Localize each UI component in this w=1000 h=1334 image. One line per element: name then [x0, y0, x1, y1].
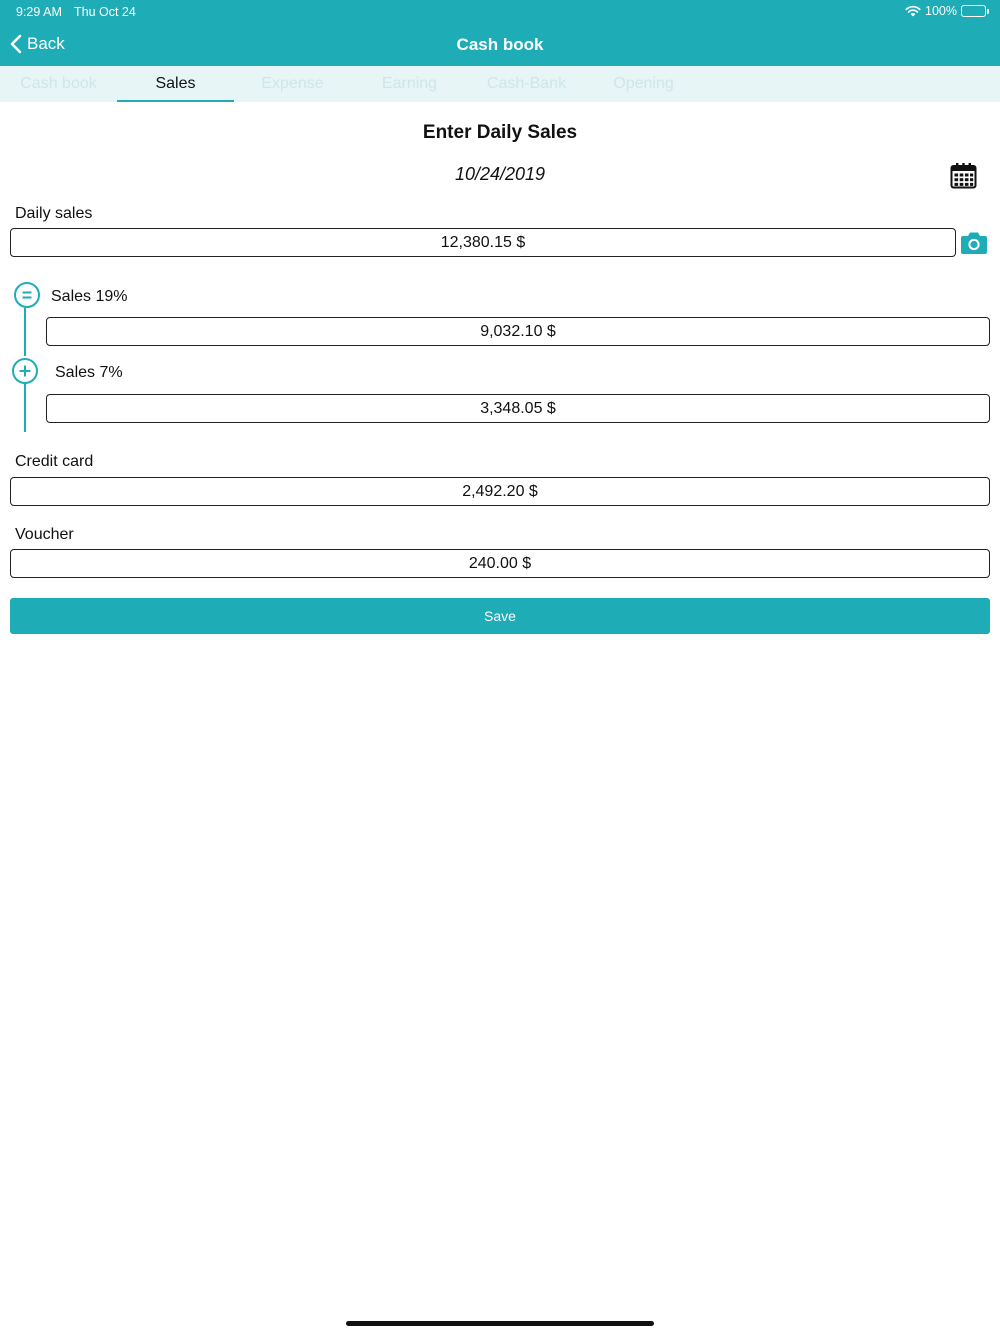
wifi-icon: [905, 5, 921, 17]
tab-opening[interactable]: Opening: [613, 75, 674, 92]
daily-sales-label: Daily sales: [15, 205, 93, 222]
tab-sales[interactable]: Sales: [117, 66, 234, 102]
battery-icon: [961, 5, 986, 17]
tab-earning[interactable]: Earning: [381, 75, 438, 92]
daily-sales-input[interactable]: 12,380.15 $: [10, 228, 956, 257]
tab-bar: [0, 66, 1000, 102]
battery-percent: 100%: [925, 4, 957, 18]
nav-title: Cash book: [456, 35, 544, 54]
voucher-label: Voucher: [15, 526, 74, 543]
tab-expense[interactable]: Expense: [261, 75, 324, 92]
nav-bar: [0, 24, 1000, 66]
voucher-input[interactable]: 240.00 $: [10, 549, 990, 578]
connector-line-bottom: [24, 384, 26, 432]
status-date: Thu Oct 24: [74, 5, 136, 19]
back-label: Back: [27, 34, 65, 53]
status-right: [905, 4, 986, 18]
back-button[interactable]: [10, 34, 65, 54]
date-field[interactable]: 10/24/2019: [454, 164, 546, 184]
sales-19-label: Sales 19%: [51, 288, 128, 305]
status-bar: [0, 0, 1000, 24]
tab-cash-bank[interactable]: Cash-Bank: [486, 75, 567, 92]
save-button[interactable]: Save: [10, 598, 990, 634]
credit-card-label: Credit card: [15, 453, 94, 470]
home-indicator: [346, 1321, 654, 1326]
sales-19-input[interactable]: 9,032.10 $: [46, 317, 990, 346]
camera-icon[interactable]: [960, 230, 988, 255]
page-title: Enter Daily Sales: [422, 122, 578, 143]
sales-7-input[interactable]: 3,348.05 $: [46, 394, 990, 423]
equals-icon[interactable]: [14, 282, 40, 308]
credit-card-input[interactable]: 2,492.20 $: [10, 477, 990, 506]
back-chevron-icon: [10, 34, 22, 54]
calendar-icon[interactable]: [950, 162, 977, 189]
status-time: 9:29 AM: [16, 5, 62, 19]
tab-cash-book[interactable]: Cash book: [20, 75, 97, 92]
connector-line-top: [24, 308, 26, 356]
plus-icon[interactable]: [12, 358, 38, 384]
header-bar: [0, 0, 1000, 66]
sales-7-label: Sales 7%: [55, 364, 123, 381]
